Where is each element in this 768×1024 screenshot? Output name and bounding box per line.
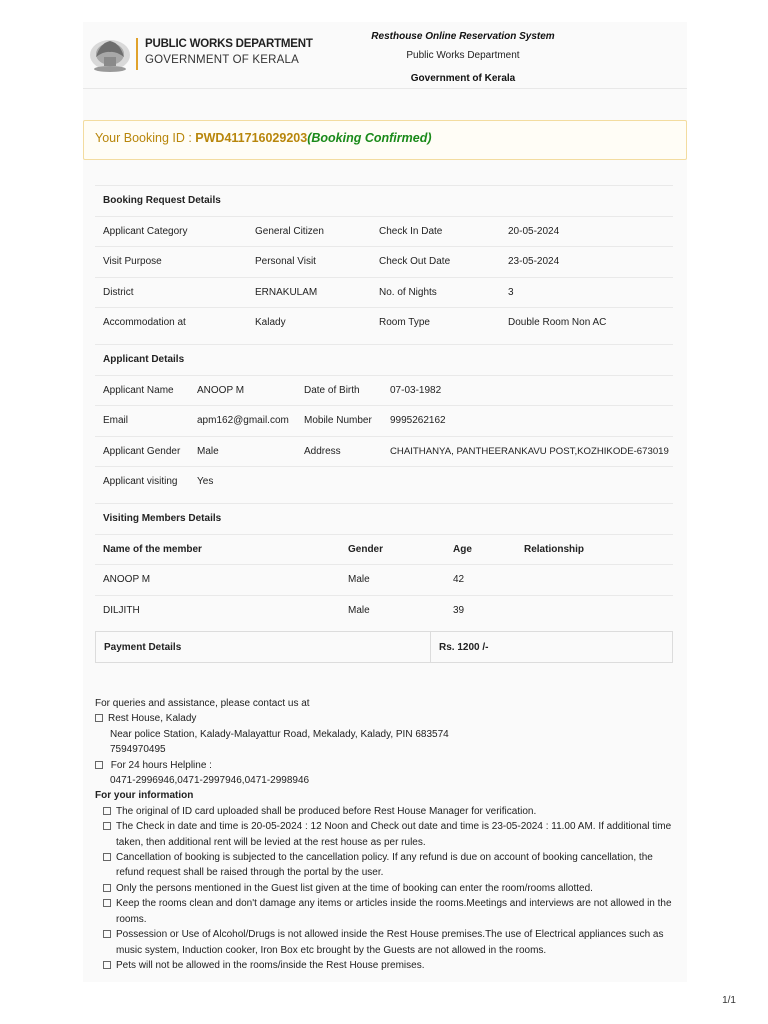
member-gender: Male xyxy=(348,604,370,616)
booking-status: (Booking Confirmed) xyxy=(307,131,432,145)
section-title: Applicant Details xyxy=(95,344,673,375)
table-row xyxy=(95,466,673,497)
field-value: Double Room Non AC xyxy=(508,317,607,328)
table-row xyxy=(95,436,673,467)
field-value: apm162@gmail.com xyxy=(197,415,289,426)
contact-info xyxy=(95,696,675,973)
field-label: Applicant visiting xyxy=(103,476,178,487)
field-value: 23-05-2024 xyxy=(508,256,560,267)
helpline-line xyxy=(95,758,675,773)
checkbox-bullet-icon xyxy=(103,822,111,830)
contact-intro: For queries and assistance, please contact us at xyxy=(95,698,310,709)
field-label: District xyxy=(103,286,134,298)
rule-item: Pets will not be allowed in the rooms/inside the Rest House premises. xyxy=(103,958,675,973)
field-value: 9995262162 xyxy=(390,415,446,426)
field-value: Male xyxy=(197,445,219,457)
logo-divider xyxy=(136,38,138,70)
payment-divider xyxy=(430,632,431,662)
field-value: ERNAKULAM xyxy=(255,286,318,298)
checkbox-bullet-icon xyxy=(95,714,103,722)
system-name: Resthouse Online Reservation System xyxy=(371,31,555,42)
table-row xyxy=(95,216,673,247)
kerala-emblem-icon xyxy=(86,33,134,73)
field-value: Personal Visit xyxy=(255,256,316,267)
rule-item: The original of ID card uploaded shall be produced before Rest House Manager for verification. xyxy=(103,804,675,819)
member-age: 42 xyxy=(453,574,465,585)
govt-title: GOVERNMENT OF KERALA xyxy=(145,54,299,66)
table-row xyxy=(95,307,673,338)
field-label: Visit Purpose xyxy=(103,256,162,267)
contact-place: Rest House, Kalady xyxy=(108,713,197,725)
rule-item: Cancellation of booking is subjected to the cancellation policy. If any refund is due on account of booking cancellation, the refund request shall be raised through the portal by the user. xyxy=(103,850,675,881)
field-label: Applicant Name xyxy=(103,384,174,396)
dept-line: Public Works Department xyxy=(406,50,520,61)
field-value: Kalady xyxy=(255,317,286,328)
checkbox-bullet-icon xyxy=(103,884,111,892)
helpline-label: For 24 hours Helpline : xyxy=(110,759,212,771)
rule-item: Only the persons mentioned in the Guest list given at the time of booking can enter the room/rooms allotted. xyxy=(103,881,675,896)
info-title: For your information xyxy=(95,790,194,802)
contact-phone: 7594970495 xyxy=(110,744,166,756)
rules-list xyxy=(95,804,675,973)
table-row xyxy=(95,405,673,436)
table-header-row xyxy=(95,534,673,565)
table-row xyxy=(95,375,673,406)
contact-address: Near police Station, Kalady-Malayattur Road, Mekalady, Kalady, PIN 683574 xyxy=(110,728,449,740)
column-header: Name of the member xyxy=(103,543,202,555)
payment-amount: Rs. 1200 /- xyxy=(439,642,489,653)
table-row xyxy=(95,564,673,595)
field-value: CHAITHANYA, PANTHEERANKAVU POST,KOZHIKODE-673019 xyxy=(390,445,669,457)
booking-id: PWD411716029203 xyxy=(195,131,308,145)
field-value: General Citizen xyxy=(255,225,324,237)
checkbox-bullet-icon xyxy=(103,930,111,938)
members-section xyxy=(95,503,673,625)
field-value: ANOOP M xyxy=(197,384,245,396)
member-gender: Male xyxy=(348,574,370,585)
section-title: Visiting Members Details xyxy=(95,503,673,534)
table-row xyxy=(95,595,673,626)
field-label: Check Out Date xyxy=(379,256,451,267)
booking-id-prefix: Your Booking ID : xyxy=(95,131,196,145)
column-header: Gender xyxy=(348,543,384,555)
payment-label: Payment Details xyxy=(104,642,182,653)
member-name: DILJITH xyxy=(103,604,140,616)
field-label: No. of Nights xyxy=(379,286,437,298)
field-label: Room Type xyxy=(379,317,430,328)
field-label: Check In Date xyxy=(379,225,443,237)
field-label: Address xyxy=(304,445,341,457)
field-label: Applicant Gender xyxy=(103,445,181,457)
field-value: 3 xyxy=(508,286,514,298)
section-title: Booking Request Details xyxy=(95,185,673,216)
payment-row xyxy=(95,631,673,663)
field-value: 07-03-1982 xyxy=(390,384,442,396)
govt-line: Government of Kerala xyxy=(410,73,516,84)
member-name: ANOOP M xyxy=(103,574,151,585)
checkbox-bullet-icon xyxy=(103,961,111,969)
column-header: Relationship xyxy=(524,543,585,555)
field-label: Applicant Category xyxy=(103,225,188,237)
checkbox-bullet-icon xyxy=(103,807,111,815)
field-label: Email xyxy=(103,415,129,426)
checkbox-bullet-icon xyxy=(103,899,111,907)
dept-title: PUBLIC WORKS DEPARTMENT xyxy=(145,38,313,50)
page-header xyxy=(83,22,687,89)
field-label: Date of Birth xyxy=(304,384,360,396)
page-number: 1/1 xyxy=(722,995,736,1006)
helpline-numbers: 0471-2996946,0471-2997946,0471-2998946 xyxy=(110,775,310,787)
field-label: Accommodation at xyxy=(103,317,186,328)
checkbox-bullet-icon xyxy=(95,761,103,769)
field-value: Yes xyxy=(197,476,214,487)
rule-item: Keep the rooms clean and don't damage any items or articles inside the rooms.Meetings and interviews are not allowed in the rooms. xyxy=(103,896,675,927)
booking-request-section xyxy=(95,185,673,338)
table-row xyxy=(95,246,673,277)
rule-item: The Check in date and time is 20-05-2024 : 12 Noon and Check out date and time is 23-05-2024 : 11.00 AM. If additional time taken, then additional rent will be levied at the rest house as per rules. xyxy=(103,819,675,850)
table-row xyxy=(95,277,673,308)
column-header: Age xyxy=(453,543,472,555)
field-value: 20-05-2024 xyxy=(508,225,560,237)
field-label: Mobile Number xyxy=(304,415,372,426)
member-age: 39 xyxy=(453,604,465,616)
booking-banner xyxy=(83,120,687,160)
applicant-section xyxy=(95,344,673,497)
checkbox-bullet-icon xyxy=(103,853,111,861)
rule-item: Possession or Use of Alcohol/Drugs is not allowed inside the Rest House premises.The use of Electrical appliances such as music system, Induction cooker, Iron Box etc brought by the Guests are not allowed in the rooms. xyxy=(103,927,675,958)
contact-place-line xyxy=(95,711,675,726)
